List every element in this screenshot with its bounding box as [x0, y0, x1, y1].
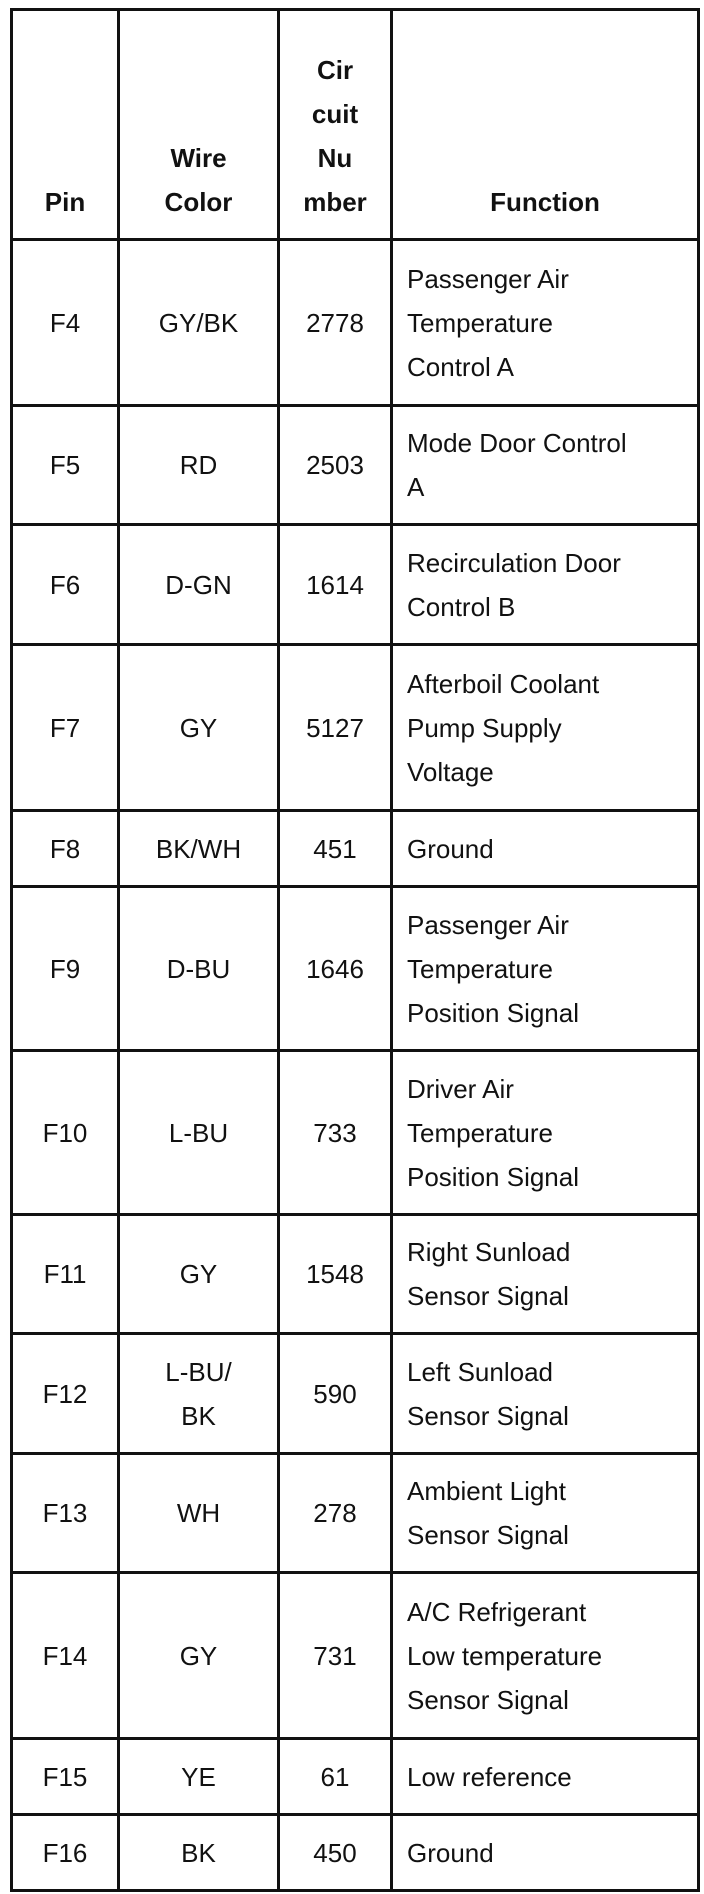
pin-cell: F10 — [12, 1051, 119, 1215]
table-row — [12, 406, 699, 525]
function-cell: Low reference — [392, 1739, 699, 1815]
function-cell: Recirculation Door Control B — [392, 525, 699, 645]
pin-cell: F4 — [12, 240, 119, 406]
circuit-number-cell: 733 — [279, 1051, 392, 1215]
table-row — [12, 240, 699, 406]
wire-color-cell: GY — [119, 1573, 279, 1739]
pin-cell: F9 — [12, 887, 119, 1051]
header-function: Function — [392, 10, 699, 240]
table-row — [12, 1454, 699, 1573]
wire-color-cell: RD — [119, 406, 279, 525]
pin-cell: F12 — [12, 1334, 119, 1454]
circuit-number-cell: 731 — [279, 1573, 392, 1739]
table-row — [12, 645, 699, 811]
pin-cell: F8 — [12, 811, 119, 887]
connector-pinout-table — [10, 8, 700, 1892]
circuit-number-cell: 61 — [279, 1739, 392, 1815]
wire-color-cell: L-BU — [119, 1051, 279, 1215]
function-cell: Afterboil Coolant Pump Supply Voltage — [392, 645, 699, 811]
circuit-number-cell: 451 — [279, 811, 392, 887]
pin-cell: F16 — [12, 1815, 119, 1891]
circuit-number-cell: 1548 — [279, 1215, 392, 1334]
table-row — [12, 525, 699, 645]
function-cell: Left Sunload Sensor Signal — [392, 1334, 699, 1454]
wire-color-cell: GY — [119, 1215, 279, 1334]
pin-cell: F7 — [12, 645, 119, 811]
function-cell: Ambient Light Sensor Signal — [392, 1454, 699, 1573]
pin-cell: F6 — [12, 525, 119, 645]
table-row — [12, 887, 699, 1051]
table-row — [12, 1051, 699, 1215]
header-wire-color: Wire Color — [119, 10, 279, 240]
circuit-number-cell: 450 — [279, 1815, 392, 1891]
circuit-number-cell: 2778 — [279, 240, 392, 406]
pin-cell: F15 — [12, 1739, 119, 1815]
table-row — [12, 1815, 699, 1891]
wire-color-cell: YE — [119, 1739, 279, 1815]
wire-color-cell: L-BU/ BK — [119, 1334, 279, 1454]
table-row — [12, 1739, 699, 1815]
wire-color-cell: D-BU — [119, 887, 279, 1051]
pin-cell: F13 — [12, 1454, 119, 1573]
pin-cell: F14 — [12, 1573, 119, 1739]
function-cell: Ground — [392, 1815, 699, 1891]
circuit-number-cell: 2503 — [279, 406, 392, 525]
function-cell: Mode Door Control A — [392, 406, 699, 525]
table-row — [12, 811, 699, 887]
circuit-number-cell: 5127 — [279, 645, 392, 811]
wire-color-cell: GY — [119, 645, 279, 811]
header-circuit-number: Cir cuit Nu mber — [279, 10, 392, 240]
wire-color-cell: BK — [119, 1815, 279, 1891]
circuit-number-cell: 278 — [279, 1454, 392, 1573]
function-cell: Passenger Air Temperature Position Signal — [392, 887, 699, 1051]
header-pin: Pin — [12, 10, 119, 240]
table-header-row — [12, 10, 699, 240]
function-cell: Passenger Air Temperature Control A — [392, 240, 699, 406]
function-cell: Ground — [392, 811, 699, 887]
pin-cell: F5 — [12, 406, 119, 525]
circuit-number-cell: 1614 — [279, 525, 392, 645]
circuit-number-cell: 590 — [279, 1334, 392, 1454]
wire-color-cell: D-GN — [119, 525, 279, 645]
function-cell: Right Sunload Sensor Signal — [392, 1215, 699, 1334]
function-cell: A/C Refrigerant Low temperature Sensor Signal — [392, 1573, 699, 1739]
wire-color-cell: GY/BK — [119, 240, 279, 406]
circuit-number-cell: 1646 — [279, 887, 392, 1051]
table-row — [12, 1573, 699, 1739]
table-row — [12, 1334, 699, 1454]
wire-color-cell: WH — [119, 1454, 279, 1573]
function-cell: Driver Air Temperature Position Signal — [392, 1051, 699, 1215]
wire-color-cell: BK/WH — [119, 811, 279, 887]
table-row — [12, 1215, 699, 1334]
pin-cell: F11 — [12, 1215, 119, 1334]
